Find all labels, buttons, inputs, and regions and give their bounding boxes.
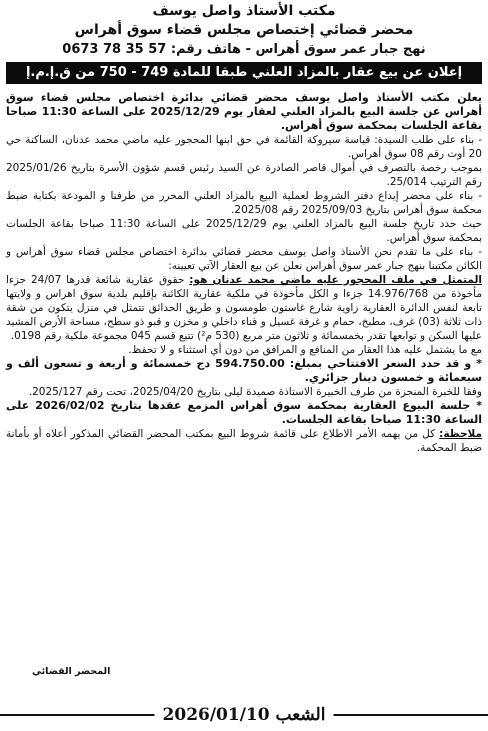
petitioner-paragraph: - بناء على طلب السيدة: قياسة سيروكة القائمة في حق ابنها المحجور عليه ماضي محمد عدنان، الساكنة حي 20 أوت رقم 08 سوق أهراس. xyxy=(6,134,482,160)
auction-session-paragraph: * جلسة البيوع العقارية بمحكمة سوق أهراس المزمع عقدها بتاريخ 2026/02/02 على الساعة 11:30 صباحا بقاعة الجلسات. xyxy=(6,399,482,426)
inclusions-paragraph: مع ما يشتمل عليه هذا العقار من المنافع و المرافق من دون أي استثناء و لا تحفظ. xyxy=(128,344,482,356)
expertise-paragraph: وفقا للخبرة المنجزة من طرف الخبيرة الاستاذة صميدة ليلى بتاريخ 2025/04/20، تحت رقم 2025/127. xyxy=(28,386,482,398)
note-paragraph xyxy=(6,427,482,455)
signature-label: المحضر القضائي xyxy=(32,666,111,677)
session-paragraph: حيث حدد تاريخ جلسة البيع بالمزاد العلني يوم 2025/12/29 على الساعة 11:30 صباحا بقاعة الجلسات بمحكمة سوق أهراس. xyxy=(6,218,482,244)
note-text: كل من يهمه الأمر الاطلاع على قائمة شروط البيع بمكتب المحضر القضائي المذكور أعلاه أو بأمانة ضبط المحكمة. xyxy=(6,428,482,454)
header xyxy=(6,2,482,59)
property-heading: المتمثل في ملف المحجور عليه ماضي محمد عدنان هو: xyxy=(189,274,483,286)
newspaper-date-tag: الشعب 2026/01/10 xyxy=(155,701,334,729)
intro-paragraph: يعلن مكتب الأستاذ واصل يوسف محضر قضائي بدائرة اختصاص مجلس قضاء سوق أهراس عن جلسة البيع بالمزاد العلني لعقار يوم 2025/12/29 على الساعة 11:30 صباحا بقاعة الجلسات بمحكمة سوق أهراس. xyxy=(6,91,482,132)
announcement-body xyxy=(6,91,482,455)
office-name: مكتب الأستاذ واصل يوسف xyxy=(152,3,336,19)
office-address: نهج جبار عمر سوق أهراس - هاتف رقم: 57 35 78 0673 xyxy=(62,42,426,57)
office-title: محضر قضائي إختصاص مجلس قضاء سوق أهراس xyxy=(74,22,414,38)
announcement-banner: إعلان عن بيع عقار بالمزاد العلني طبقا للمادة 749 - 750 من ق.إ.م.إ xyxy=(6,62,482,84)
property-paragraph xyxy=(6,273,482,343)
deposit-paragraph: - بناء على محضر إيداع دفتر الشروط لعملية البيع بالمزاد العلني المحرر من طرفنا و المودعة بكتابة ضبط محكمة سوق أهراس بتاريخ 2025/09/03 رقم 2025/08. xyxy=(6,190,482,216)
property-description: حقوق عقارية شائعة قدرها 24/07 جزءا مأخوذة من 14.976/768 جزءا و الكل مأخوذة في ملكية عقارية الكائنة بإقليم بلدية سوق اهراس و ولايتها تابعة لنفس الدائرة العقارية زاوية شارع غاستون طومسون و طريق الحدائق تتمثل في منزل يتكون من شقة ذات ثلاثة (03) غرف، مطبخ، حمام و غرفة غسيل و فناء داخلي و مخزن و قبو ذو سطح، مساحة الأرض المشيد عليها السكن و توابعها تقدر بخمسمائة و ثلاثون متر مربع (530 م²) تتبع قسم 045 مجموعة ملكية رقم 0198. xyxy=(6,274,483,342)
opening-price-paragraph: * و قد حدد السعر الافتتاحي بمبلغ: 594.750.00 دج خمسمائة و أربعة و تسعون ألف و سبعمائة و خمسون دينار جزائري. xyxy=(6,357,482,384)
license-paragraph: بموجب رخصة بالتصرف في أموال قاصر الصادرة عن السيد رئيس قسم شؤون الأسرة بتاريخ 2025/01/26 رقم الترتيب 25/014. xyxy=(6,162,482,188)
newspaper-footer xyxy=(0,701,488,729)
declaration-paragraph: - بناء على ما تقدم نحن الأستاذ واصل يوسف محضر قضائي بدائرة اختصاص مجلس قضاء سوق أهراس و الكائن مكتبنا بنهج جبار عمر سوق أهراس نعلن عن بيع العقار الآتي تعيينه: xyxy=(6,246,482,272)
note-label: ملاحظة: xyxy=(439,428,483,440)
